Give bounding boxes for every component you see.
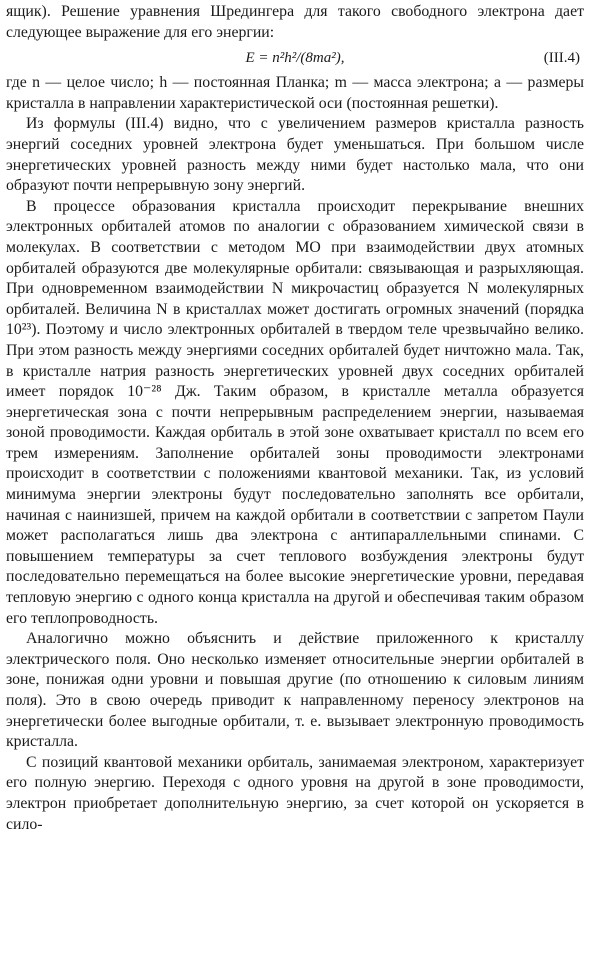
paragraph-conduction-band: В процессе образования кристалла происходит перекрывание внешних электронных орбиталей атомов по аналогии с образованием химической связи в молекулах. В соответствии с методом МО при взаимодействии двух атомных орбиталей образуются две молекулярные орбитали: связывающая и разрыхляющая. При одновременном взаимодействии N микрочастиц образуется N молекулярных орбиталей. Величина N в кристаллах может достигать огромных значений (порядка 10²³). Поэтому и число электронных орбиталей в твердом теле чрезвычайно велико. При этом разность между энергиями соседних орбиталей будет ничтожно мала. Так, в кристалле натрия разность энергетических уровней двух соседних орбиталей имеет порядок 10⁻²⁸ Дж. Таким образом, в кристалле металла образуется энергетическая зона с почти непрерывным распределением энергии, называемая зоной проводимости. Каждая орбиталь в этой зоне охватывает кристалл по всем его трем измерениям. Заполнение орбиталей зоны проводимости электронами происходит в соответствии с положениями квантовой механики. Так, из условий минимума энергии электроны будут последовательно заполнять все орбитали, начиная с наинизшей, причем на каждой орбитали в соответствии с запретом Паули может располагаться лишь два электрона с антипараллельными спинами. С повышением температуры за счет теплового возбуждения электроны будут последовательно перемещаться на более высокие энергетические уровни, передавая тепловую энергию с одного конца кристалла на другой и обеспечивая таким образом его теплопроводность. bbox=[6, 197, 584, 627]
paragraph-electric-field: Аналогично можно объяснить и действие приложенного к кристаллу электрического поля. Оно несколько изменяет относительные энергии орбиталей в зоне, понижая одни уровни и повышая другие (по отношению к силовым линиям поля). Это в свою очередь приводит к направленному переносу электронов на энергетически более выгодные орбитали, т. е. вызывает электронную проводимость кристалла. bbox=[6, 630, 584, 751]
formula-number: (III.4) bbox=[543, 50, 580, 67]
paragraph-intro: ящик). Решение уравнения Шредингера для такого свободного электрона дает следующее выражение для его энергии: bbox=[6, 3, 584, 41]
paragraph-energy-levels: Из формулы (III.4) видно, что с увеличением размеров кристалла разность энергий соседних уровней электрона будет уменьшаться. При большом числе энергетических уровней разность между ними будет настолько мала, что они образуют почти непрерывную зону энергий. bbox=[6, 115, 584, 195]
paragraph-quantum-mechanics: С позиций квантовой механики орбиталь, занимаемая электроном, характеризует его полную энергию. Переходя с одного уровня на другой в зоне проводимости, электрон приобретает дополнительную энергию, за счет которой он ускоряется в сило- bbox=[6, 753, 584, 833]
formula-expression: E = n²h²/(8ma²), bbox=[245, 50, 345, 67]
energy-formula bbox=[6, 45, 584, 71]
paragraph-variables: где n — целое число; h — постоянная Планка; m — масса электрона; a — размеры кристалла в направлении характеристической оси (постоянная решетки). bbox=[6, 74, 584, 112]
